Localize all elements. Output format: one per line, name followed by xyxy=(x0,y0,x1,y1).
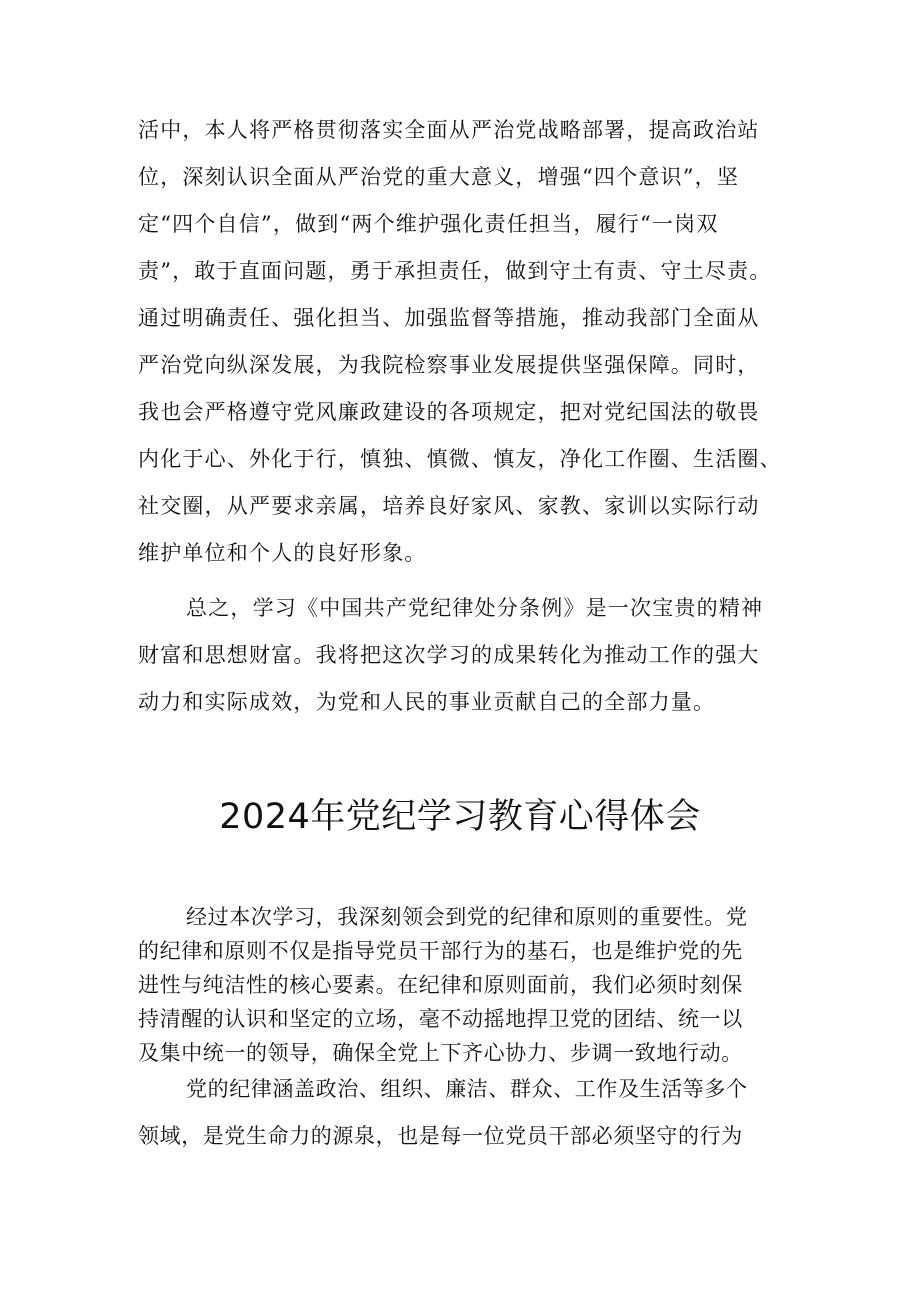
text-line: 定“四个自信”，做到“两个维护强化责任担当，履行“一岗双 xyxy=(138,212,719,236)
paragraph-1-line: 及集中统一的领导，确保全党上下齐心协力、步调一致地行动。 xyxy=(138,1041,743,1065)
paragraph-1-line: 经过本次学习，我深刻领会到党的纪律和原则的重要性。党 xyxy=(186,905,748,929)
conclusion-line: 财富和思想财富。我将把这次学习的成果转化为推动工作的强大 xyxy=(138,643,760,667)
conclusion-line: 动力和实际成效，为党和人民的事业贡献自己的全部力量。 xyxy=(138,690,716,714)
text-line: 维护单位和个人的良好形象。 xyxy=(138,541,427,565)
page-title: 2024年党纪学习教育心得体会 xyxy=(219,797,701,837)
conclusion-line: 总之，学习《中国共产党纪律处分条例》是一次宝贵的精神 xyxy=(186,596,764,620)
text-line: 责”，敢于直面问题，勇于承担责任，做到守土有责、守土尽责。 xyxy=(138,259,772,283)
text-line: 我也会严格遵守党风廉政建设的各项规定，把对党纪国法的敬畏 xyxy=(138,400,760,424)
paragraph-2-line: 党的纪律涵盖政治、组织、廉洁、群众、工作及生活等多个 xyxy=(186,1077,748,1101)
paragraph-1-line: 持清醒的认识和坚定的立场，毫不动摇地捍卫党的团结、统一以 xyxy=(138,1007,743,1031)
text-line: 社交圈，从严要求亲属，培养良好家风、家教、家训以实际行动 xyxy=(138,494,760,518)
text-line: 内化于心、外化于行，慎独、慎微、慎友，净化工作圈、生活圈、 xyxy=(138,447,782,471)
paragraph-1-line: 的纪律和原则不仅是指导党员干部行为的基石，也是维护党的先 xyxy=(138,939,743,963)
text-line: 活中，本人将严格贯彻落实全面从严治党战略部署，提高政治站 xyxy=(138,118,760,142)
text-line: 位，深刻认识全面从严治党的重大意义，增强“四个意识”，坚 xyxy=(138,165,740,189)
paragraph-1-line: 进性与纯洁性的核心要素。在纪律和原则面前，我们必须时刻保 xyxy=(138,973,743,997)
text-line: 通过明确责任、强化担当、加强监督等措施，推动我部门全面从 xyxy=(138,306,760,330)
paragraph-2-line: 领域，是党生命力的源泉，也是每一位党员干部必须坚守的行为 xyxy=(138,1124,743,1148)
text-line: 严治党向纵深发展，为我院检察事业发展提供坚强保障。同时， xyxy=(138,353,760,377)
